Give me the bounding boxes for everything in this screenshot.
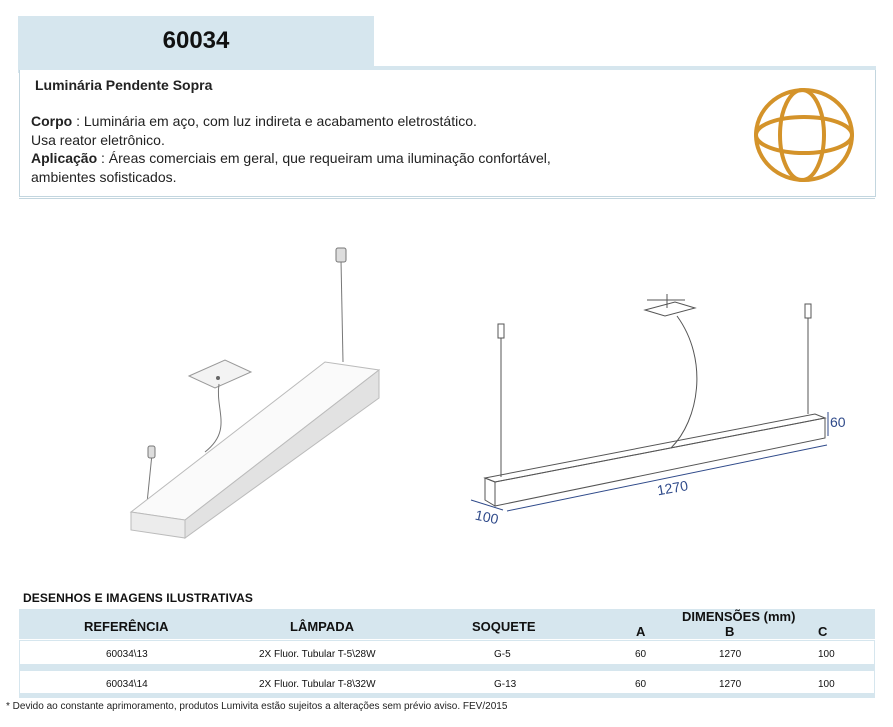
product-title: Luminária Pendente Sopra xyxy=(35,77,213,93)
footnote: * Devido ao constante aprimoramento, produtos Lumivita estão sujeitos a alterações sem prévio aviso. FEV/2015 xyxy=(6,701,508,712)
cell-c: 100 xyxy=(818,679,835,690)
corpo-text: : Luminária em aço, com luz indireta e acabamento eletrostático. xyxy=(72,113,477,129)
product-code: 60034 xyxy=(162,27,230,54)
aplicacao-label: Aplicação xyxy=(31,150,98,166)
product-drawings xyxy=(19,200,875,595)
bottom-band xyxy=(19,693,875,698)
dimension-length: 1270 xyxy=(655,477,690,499)
table-row xyxy=(19,670,875,695)
table-header xyxy=(19,609,875,639)
corpo-label: Corpo xyxy=(31,113,73,129)
cell-referencia: 60034\14 xyxy=(106,679,148,690)
aplicacao-text-2: ambientes sofisticados. xyxy=(31,168,177,185)
aplicacao-text: : Áreas comerciais em geral, que requeiram uma iluminação confortável, xyxy=(97,150,551,166)
header-soquete: SOQUETE xyxy=(472,619,536,634)
cell-b: 1270 xyxy=(719,679,742,690)
separator xyxy=(19,198,875,199)
dimension-lines xyxy=(471,412,828,511)
section-heading: DESENHOS E IMAGENS ILUSTRATIVAS xyxy=(23,591,254,605)
header-referencia: REFERÊNCIA xyxy=(84,619,169,634)
cell-soquete: G-5 xyxy=(494,649,511,660)
cell-c: 100 xyxy=(818,649,835,660)
header-c: C xyxy=(818,624,828,639)
cell-b: 1270 xyxy=(719,649,742,660)
table-row xyxy=(19,640,875,665)
cell-soquete: G-13 xyxy=(494,679,517,690)
product-description xyxy=(31,112,631,186)
cell-referencia: 60034\13 xyxy=(106,649,148,660)
header-a: A xyxy=(636,624,646,639)
globe-logo-icon xyxy=(752,85,857,185)
header-lampada: LÂMPADA xyxy=(290,619,355,634)
product-code-box xyxy=(18,16,374,66)
header-b: B xyxy=(725,624,735,639)
dimension-width: 100 xyxy=(473,506,500,528)
technical-drawing xyxy=(485,294,825,506)
cell-a: 60 xyxy=(635,649,647,660)
cell-lampada: 2X Fluor. Tubular T-5\28W xyxy=(259,649,376,660)
cell-a: 60 xyxy=(635,679,647,690)
header-dimensoes: DIMENSÕES (mm) xyxy=(682,609,796,624)
luminaire-render xyxy=(131,248,379,538)
cell-lampada: 2X Fluor. Tubular T-8\32W xyxy=(259,679,376,690)
dimension-height: 60 xyxy=(830,414,846,430)
corpo-text-2: Usa reator eletrônico. xyxy=(31,131,165,148)
